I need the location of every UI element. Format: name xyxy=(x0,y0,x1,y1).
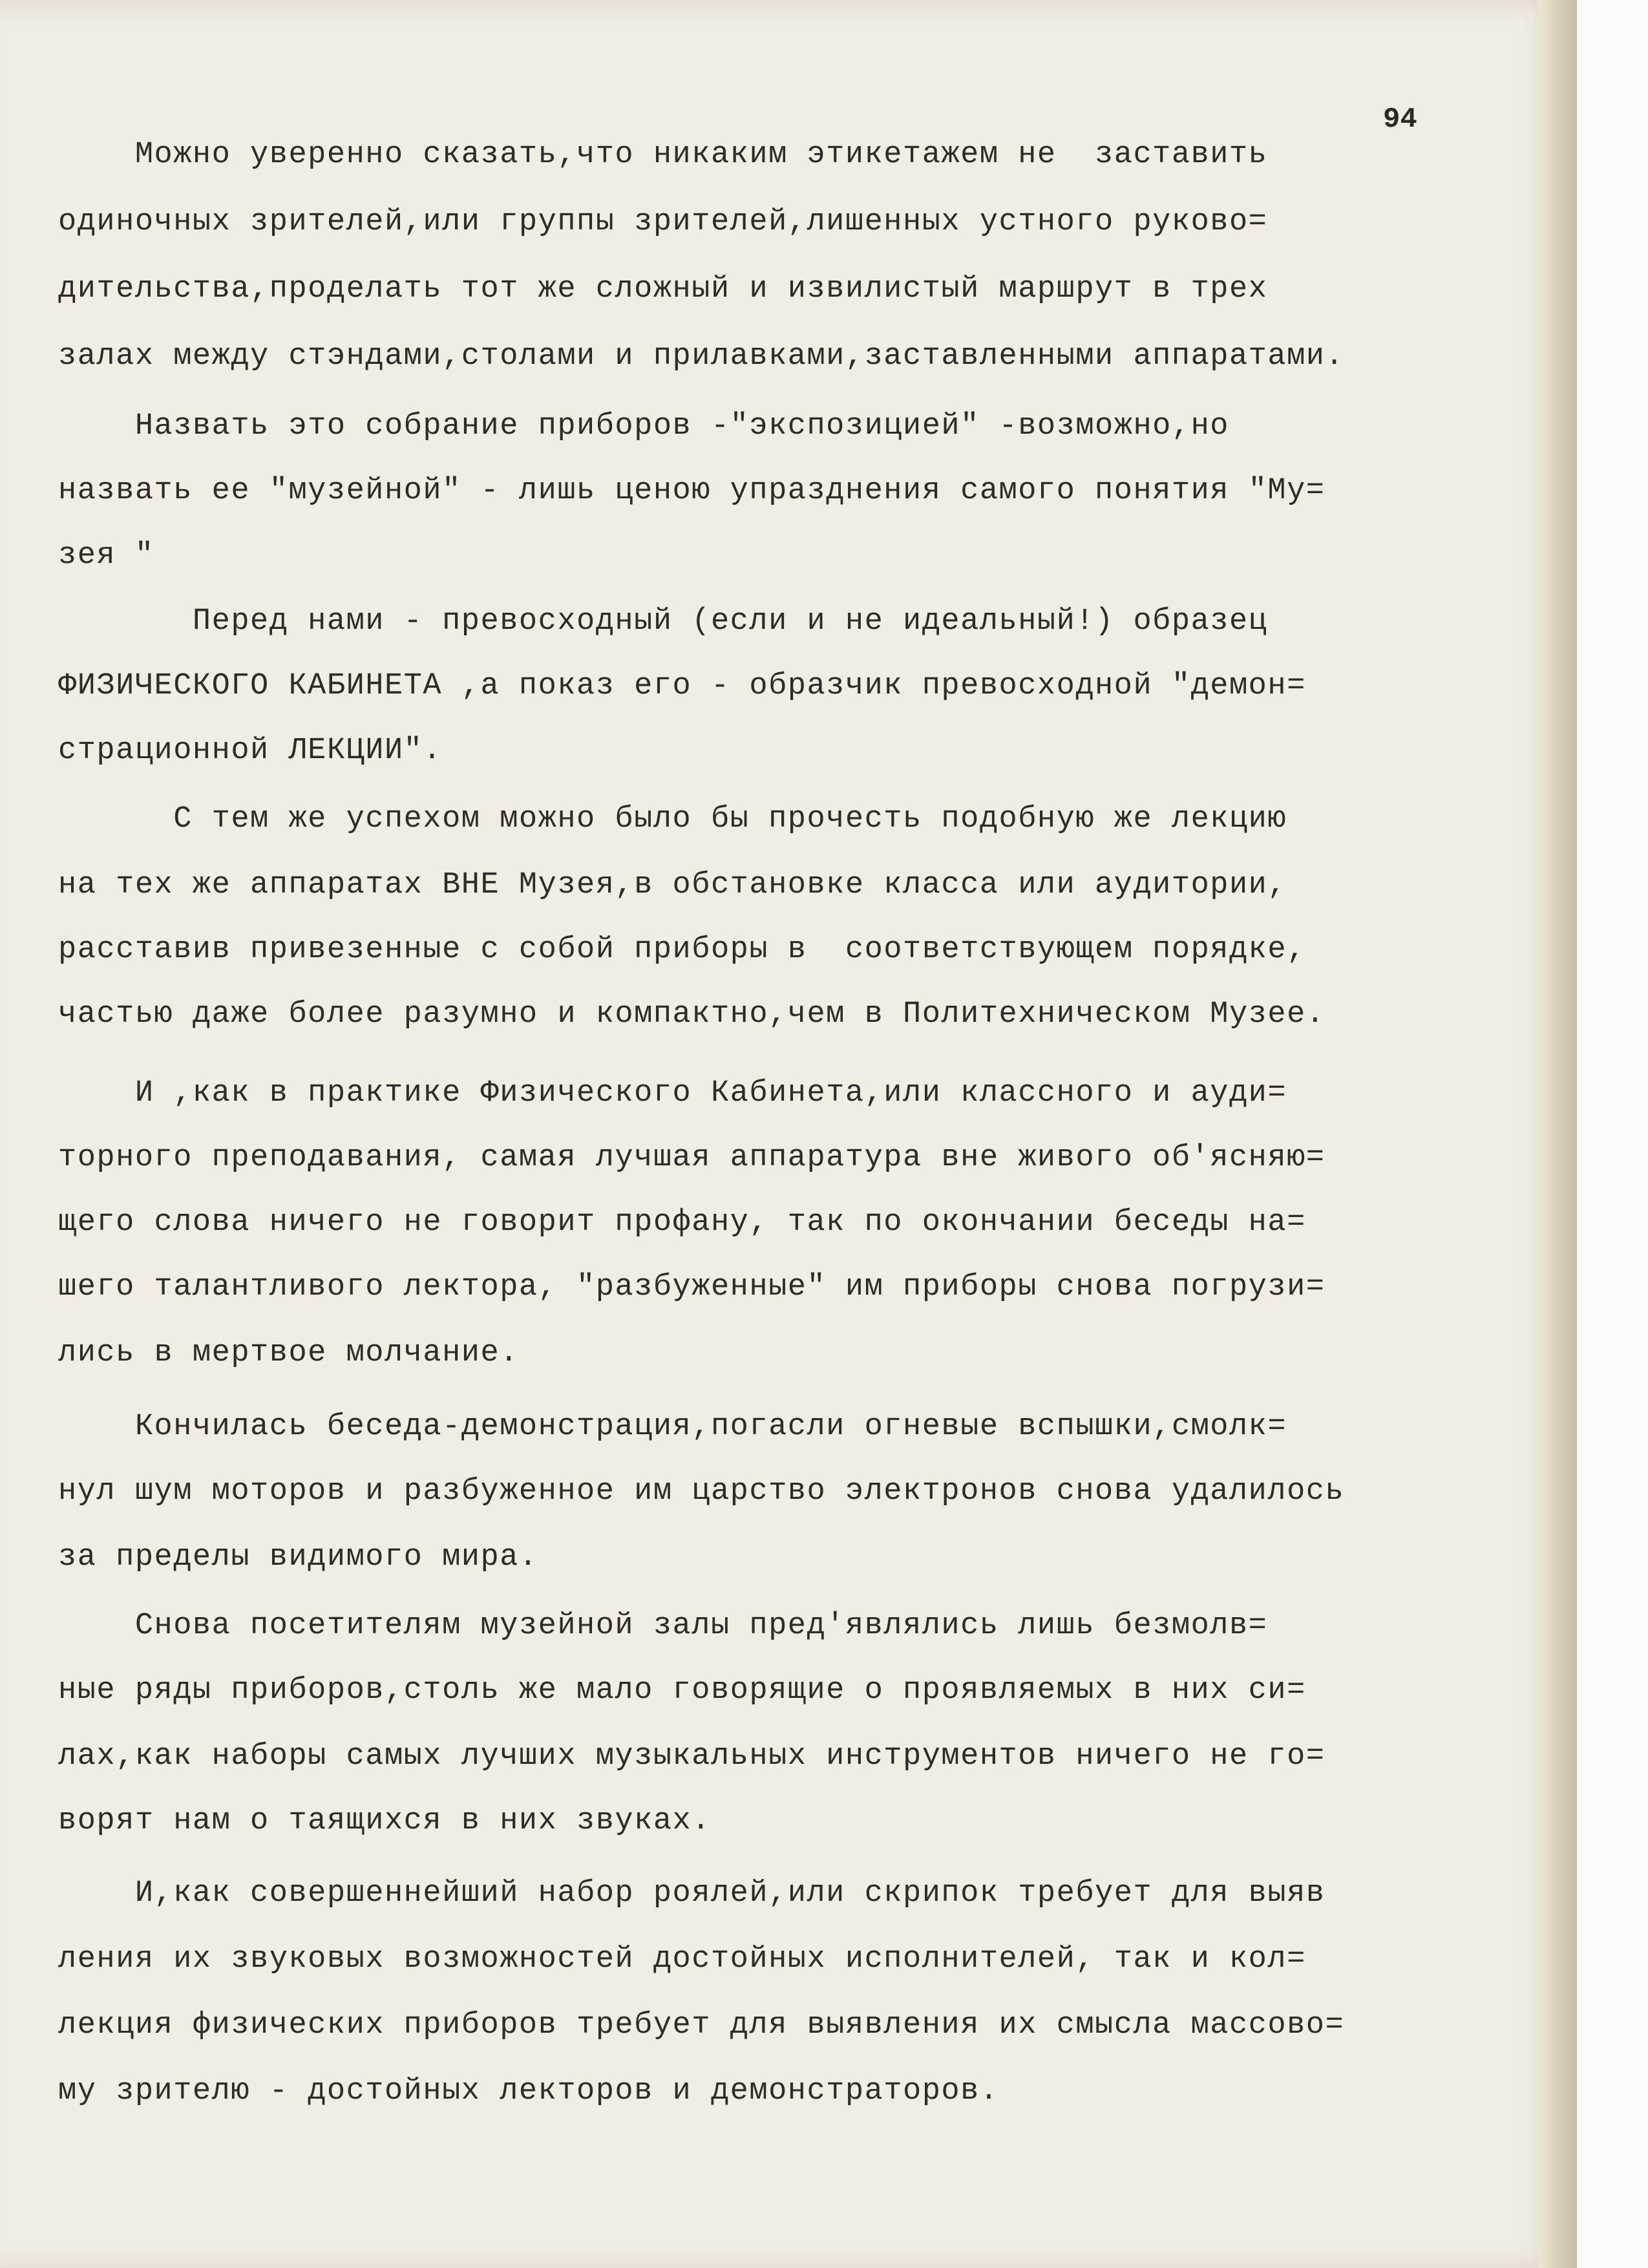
text-line: зея " xyxy=(58,538,154,573)
text-line: ворят нам о таящихся в них звуках. xyxy=(58,1804,711,1838)
text-line: дительства,проделать тот же сложный и извилистый маршрут в трех xyxy=(58,272,1268,306)
text-line: залах между стэндами,столами и прилавками,заставленными аппаратами. xyxy=(58,339,1345,374)
text-line: на тех же аппаратах ВНЕ Музея,в обстановке класса или аудитории, xyxy=(58,868,1287,902)
page-number: 94 xyxy=(1383,103,1417,136)
text-line: И,как совершеннейший набор роялей,или скрипок требует для выяв xyxy=(58,1876,1326,1911)
text-line: Назвать это собрание приборов -"экспозицией" -возможно,но xyxy=(58,409,1229,443)
text-line: ления их звуковых возможностей достойных исполнителей, так и кол= xyxy=(58,1942,1306,1977)
text-line: частью даже более разумно и компактно,чем в Политехническом Музее. xyxy=(58,997,1326,1032)
text-line: Перед нами - превосходный (если и не идеальный!) образец xyxy=(58,604,1268,639)
page-edge xyxy=(1538,0,1577,2268)
text-line: С тем же успехом можно было бы прочесть подобную же лекцию xyxy=(58,802,1287,836)
text-line: назвать ее "музейной" - лишь ценою упразднения самого понятия "Му= xyxy=(58,474,1326,508)
text-line: ФИЗИЧЕСКОГО КАБИНЕТА ,а показ его - образчик превосходной "демон= xyxy=(58,669,1306,703)
text-line: Снова посетителям музейной залы пред'являлись лишь безмолв= xyxy=(58,1609,1268,1643)
text-line: лах,как наборы самых лучших музыкальных инструментов ничего не го= xyxy=(58,1739,1326,1774)
text-line: шего талантливого лектора, "разбуженные" им приборы снова погрузи= xyxy=(58,1270,1326,1304)
text-line: страционной ЛЕКЦИИ". xyxy=(58,734,443,768)
text-line: Кончилась беседа-демонстрация,погасли огневые вспышки,смолк= xyxy=(58,1410,1287,1444)
text-line: И ,как в практике Физического Кабинета,или классного и ауди= xyxy=(58,1076,1287,1110)
text-line: торного преподавания, самая лучшая аппаратура вне живого об'ясняю= xyxy=(58,1141,1326,1175)
text-line: лекция физических приборов требует для выявления их смысла массово= xyxy=(58,2008,1345,2042)
scan-background xyxy=(1577,0,1648,2268)
text-line: лись в мертвое молчание. xyxy=(58,1336,519,1370)
text-line: расставив привезенные с собой приборы в соответствующем порядке, xyxy=(58,933,1306,967)
text-line: одиночных зрителей,или группы зрителей,лишенных устного руково= xyxy=(58,205,1268,239)
text-line: за пределы видимого мира. xyxy=(58,1540,538,1574)
text-line: му зрителю - достойных лекторов и демонстраторов. xyxy=(58,2074,999,2108)
text-line: Можно уверенно сказать,что никаким этикетажем не заставить xyxy=(58,138,1268,172)
text-line: нул шум моторов и разбуженное им царство электронов снова удалилось xyxy=(58,1474,1345,1509)
text-line: ные ряды приборов,столь же мало говорящие о проявляемых в них си= xyxy=(58,1673,1306,1708)
text-line: щего слова ничего не говорит профану, так по окончании беседы на= xyxy=(58,1205,1306,1240)
